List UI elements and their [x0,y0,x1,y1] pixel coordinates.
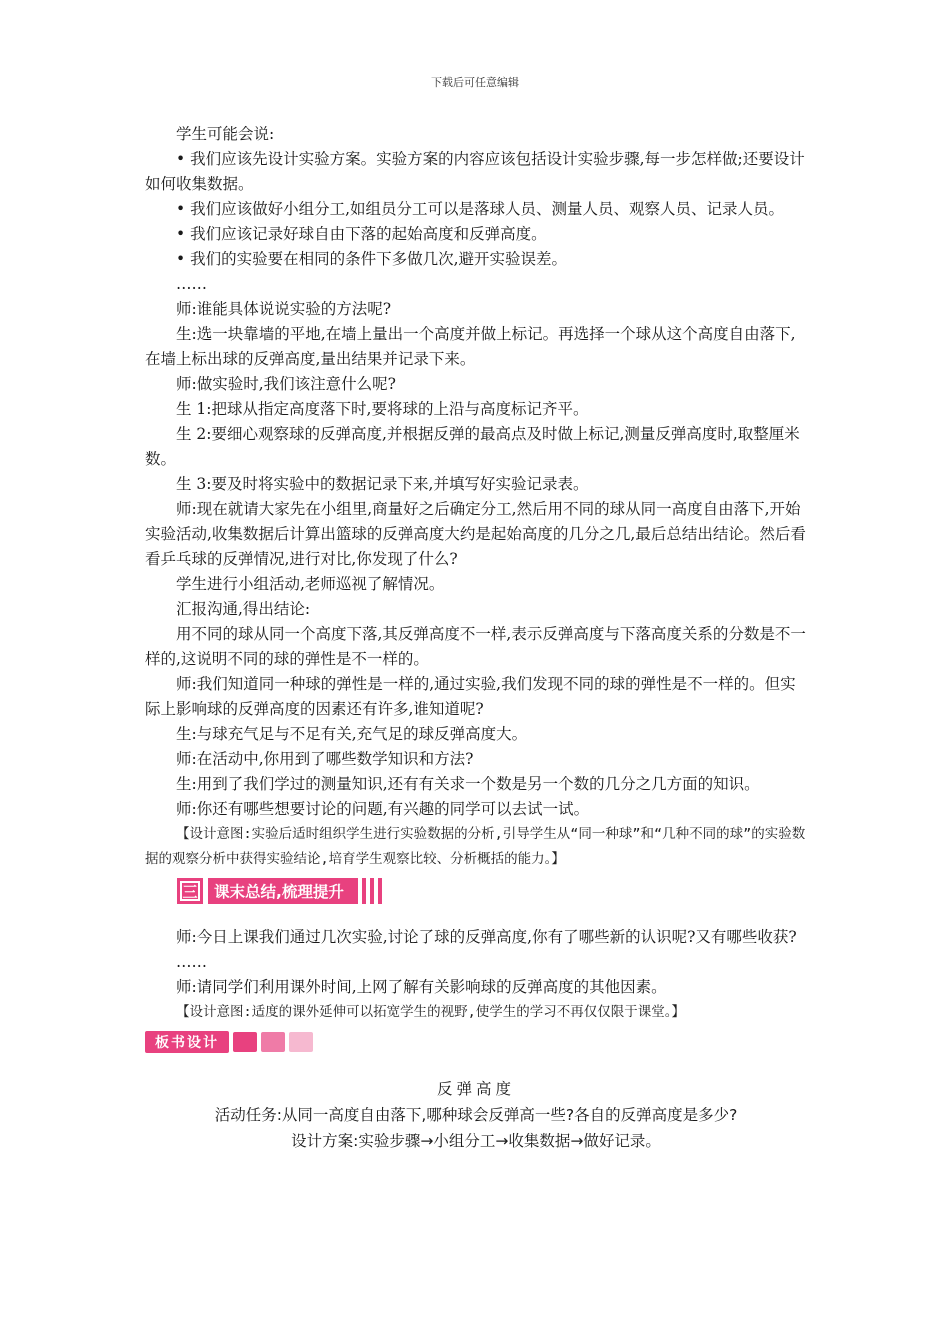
dialogue-line: 生 1:把球从指定高度落下时,要将球的上沿与高度标记齐平。 [176,400,589,418]
decorative-square [289,1032,313,1052]
section-number: 三 [177,878,203,904]
dialogue-line: 生:选一块靠墙的平地,在墙上量出一个高度并做上标记。再选择一个球从这个高度自由落下,在墙上标出球的反弹高度,量出结果并记录下来。 [145,325,796,368]
page-header: 下载后可任意编辑 [431,76,519,89]
section-title: 课末总结,梳理提升 [208,878,358,904]
board-line: 设计方案:实验步骤→小组分工→收集数据→做好记录。 [291,1132,661,1150]
board-design [145,1076,807,1154]
dialogue-line: 师:你还有哪些想要讨论的问题,有兴趣的同学可以去试一试。 [176,800,590,818]
paragraph: 学生可能会说: [176,125,275,143]
dialogue-line: 师:谁能具体说说实验的方法呢? [176,300,392,318]
dialogue-line: 生:用到了我们学过的测量知识,还有有关求一个数是另一个数的几分之几方面的知识。 [176,775,760,793]
dialogue-line: 师:现在就请大家先在小组里,商量好之后确定分工,然后用不同的球从同一高度自由落下,开始实验活动,收集数据后计算出篮球的反弹高度大约是起始高度的几分之几,最后总结出结论。然后看看乒乓球的反弹情况,进行对比,你发现了什么? [145,500,806,568]
document-body [145,122,807,1154]
dialogue-line: 师:今日上课我们通过几次实验,讨论了球的反弹高度,你有了哪些新的认识呢?又有哪些收获? [176,928,797,946]
board-design-heading [145,1030,807,1054]
bullet-item: • 我们的实验要在相同的条件下多做几次,避开实验误差。 [176,250,567,268]
dialogue-line: 师:做实验时,我们该注意什么呢? [176,375,396,393]
decorative-bar [378,878,382,904]
bullet-item: • 我们应该记录好球自由下落的起始高度和反弹高度。 [176,225,547,243]
decorative-square [233,1032,257,1052]
dialogue-line: 生 2:要细心观察球的反弹高度,并根据反弹的最高点及时做上标记,测量反弹高度时,取整厘米数。 [145,425,800,468]
board-line: 活动任务:从同一高度自由落下,哪种球会反弹高一些?各自的反弹高度是多少? [214,1106,738,1124]
dialogue-line: 师:在活动中,你用到了哪些数学知识和方法? [176,750,474,768]
paragraph: 学生进行小组活动,老师巡视了解情况。 [176,575,445,593]
design-intent-note: 【设计意图:适度的课外延伸可以拓宽学生的视野,使学生的学习不再仅仅限于课堂。】 [176,1004,686,1020]
dialogue-line: 师:请同学们利用课外时间,上网了解有关影响球的反弹高度的其他因素。 [176,978,667,996]
dialogue-line: 师:我们知道同一种球的弹性是一样的,通过实验,我们发现不同的球的弹性是不一样的。但实际上影响球的反弹高度的因素还有许多,谁知道呢? [145,675,796,718]
decorative-bar [362,878,366,904]
dialogue-line: 生:与球充气足与不足有关,充气足的球反弹高度大。 [176,725,528,743]
ellipsis: …… [176,275,207,293]
paragraph: 用不同的球从同一个高度下落,其反弹高度不一样,表示反弹高度与下落高度关系的分数是不一样的,这说明不同的球的弹性是不一样的。 [145,625,806,668]
decorative-bar [370,878,374,904]
section-heading [177,878,807,904]
dialogue-line: 生 3:要及时将实验中的数据记录下来,并填写好实验记录表。 [176,475,589,493]
decorative-square [261,1032,285,1052]
paragraph: 汇报沟通,得出结论: [176,600,311,618]
board-design-label: 板书设计 [145,1031,229,1053]
bullet-item: • 我们应该做好小组分工,如组员分工可以是落球人员、测量人员、观察人员、记录人员。 [176,200,784,218]
design-intent-note: 【设计意图:实验后适时组织学生进行实验数据的分析,引导学生从“同一种球”和“几种不同的球”的实验数据的观察分析中获得实验结论,培育学生观察比较、分析概括的能力。】 [145,826,806,867]
board-title: 反弹高度 [436,1080,515,1098]
bullet-item: • 我们应该先设计实验方案。实验方案的内容应该包括设计实验步骤,每一步怎样做;还要设计如何收集数据。 [145,150,805,193]
ellipsis: …… [176,953,207,971]
